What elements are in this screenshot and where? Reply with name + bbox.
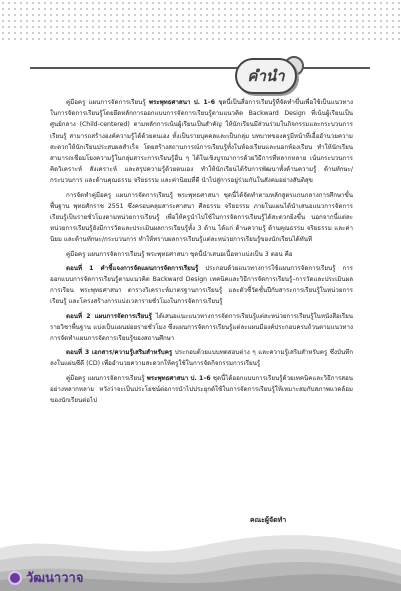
paragraph <box>50 190 353 246</box>
paragraph <box>50 249 353 260</box>
paragraph-text: การจัดทำคู่มือครู แผนการจัดการเรียนรู้ พระพุทธศาสนา ชุดนี้ได้จัดทำตามหลักสูตรแกนกลางการศึกษาขั้นพื้นฐาน พุทธศักราช 2551 ซึ่งครอบคลุมสาระศาสนา ศีลธรรม จริยธรรม ภายในแผนได้นำเสนอแนวการจัดการเรียนรู้เป็นรายชั่วโมงตามหน่วยการเรียนรู้ เพื่อให้ครูนำไปใช้ในการจัดการเรียนรู้ได้สะดวกยิ่งขึ้น นอกจากนี้แต่ละหน่วยการเรียนรู้ยังมีการวัดและประเมินผลการเรียนรู้ทั้ง 3 ด้าน ได้แก่ ด้านความรู้ ด้านคุณธรรม จริยธรรม และค่านิยม และด้านทักษะ/กระบวนการ ทำให้ทราบผลการเรียนรู้แต่ละหน่วยการเรียนรู้ของนักเรียนได้ทันที <box>50 191 353 244</box>
paragraph-bold-text: พระพุทธศาสนา ป. 1–6 <box>146 374 211 382</box>
signature: คณะผู้จัดทำ <box>250 516 287 524</box>
paragraph-text: ประกอบด้วยแนวทางการใช้แผนการจัดการเรียนรู้ การออกแบบการจัดการเรียนรู้ตามแนวคิด Backward Design เทคนิคและวิธีการจัดการเรียนรู้–การวัดและประเมินผลการเรียน พระพุทธศาสนา ตารางวิเคราะห์มาตรฐานการเรียนรู้ และตัวชี้วัดชั้นปีกับสาระการเรียนรู้ในหน่วยการเรียนรู้ และโครงสร้างการแบ่งเวลารายชั่วโมงในการจัดการเรียนรู้ <box>50 264 353 306</box>
paragraph-bold-text: ตอนที่ 2 แผนการจัดการเรียนรู้ <box>66 312 152 320</box>
page-title: คำนำ <box>235 58 297 94</box>
paragraph <box>50 347 353 369</box>
paragraph <box>50 373 353 407</box>
paragraph <box>50 311 353 345</box>
paragraph-text: ชุดนี้ได้ออกแบบการเรียนรู้ด้วยเทคนิคและวิธีการสอนอย่างหลากหลาย หวังว่าจะเป็นประโยชน์ต่อการนำไปประยุกต์ใช้ในการจัดการเรียนรู้ให้เหมาะสมกับสภาพแวดล้อมของนักเรียนต่อไป <box>50 374 353 405</box>
paragraph-text: คู่มือครู แผนการจัดการเรียนรู้ <box>66 99 149 106</box>
paragraph-bold-text: พระพุทธศาสนา ป. 1–6 <box>148 99 216 106</box>
publisher-name: วัฒนาวาจ <box>26 571 84 586</box>
paragraph <box>50 97 353 187</box>
publisher-brand <box>8 567 83 588</box>
paragraph-bold-text: ตอนที่ 3 เอกสาร/ความรู้เสริมสำหรับครู <box>66 349 173 357</box>
top-dot-pattern <box>0 0 401 40</box>
paragraph-text: ได้เสนอแนะแนวทางการจัดการเรียนรู้แต่ละหน่วยการเรียนรู้ในหนังสือเรียน รายวิชาพื้นฐาน แบ่งเป็นแผนย่อยรายชั่วโมง ซึ่งแผนการจัดการเรียนรู้แต่ละแผนมีองค์ประกอบครบถ้วนตามแนวทางการจัดทำแผนการจัดการเรียนรู้ของสถานศึกษา <box>50 312 353 343</box>
preface-body <box>50 97 353 409</box>
paragraph-text: ชุดนี้เป็นสื่อการเรียนรู้ที่จัดทำขึ้นเพื่อใช้เป็นแนวทางในการจัดการเรียนรู้โดยยึดหลักการออกแบบการจัดการเรียนรู้ตามแนวคิด Backward Design ที่เน้นผู้เรียนเป็นศูนย์กลาง (Child-centered) ตามหลักการเน้นผู้เรียนเป็นสำคัญ ให้นักเรียนมีส่วนร่วมในกิจกรรมและกระบวนการเรียนรู้ สามารถสร้างองค์ความรู้ได้ด้วยตนเอง ทั้งเป็นรายบุคคลและเป็นกลุ่ม บทบาทของครูมีหน้าที่เอื้ออำนวยความสะดวกให้นักเรียนประสบผลสำเร็จ โดยสร้างสถานการณ์การเรียนรู้ทั้งในห้องเรียนและนอกห้องเรียน ทำให้นักเรียนสามารถเชื่อมโยงความรู้ในกลุ่มสาระการเรียนรู้อื่น ๆ ได้ในเชิงบูรณาการด้วยวิธีการที่หลากหลาย เน้นกระบวนการคิดวิเคราะห์ สังเคราะห์ และสรุปความรู้ด้วยตนเอง ทำให้นักเรียนได้รับการพัฒนาทั้งด้านความรู้ ด้านทักษะ/กระบวนการ และด้านคุณธรรม จริยธรรม และค่านิยมที่ดี นำไปสู่การอยู่ร่วมกันในสังคมอย่างสันติสุข <box>50 99 353 185</box>
paragraph-text: ประกอบด้วยแบบทดสอบต่าง ๆ และความรู้เสริมสำหรับครู ซึ่งบันทึกลงในแผ่นซีดี (CD) เพื่ออำนวยความสะดวกให้ครูใช้ในการจัดกิจกรรมการเรียนรู้ <box>50 349 353 368</box>
paragraph-text: คู่มือครู แผนการจัดการเรียนรู้ พระพุทธศาสนา ชุดนี้นำเสนอเนื้อหาแบ่งเป็น 3 ตอน คือ <box>66 250 293 258</box>
header-rule <box>30 67 370 69</box>
paragraph-bold-text: ตอนที่ 1 คำชี้แจงการจัดแผนการจัดการเรียนรู้ <box>66 264 199 272</box>
publisher-logo-icon <box>8 571 22 585</box>
paragraph-text: คู่มือครู แผนการจัดการเรียนรู้ <box>66 374 147 382</box>
paragraph <box>50 263 353 308</box>
